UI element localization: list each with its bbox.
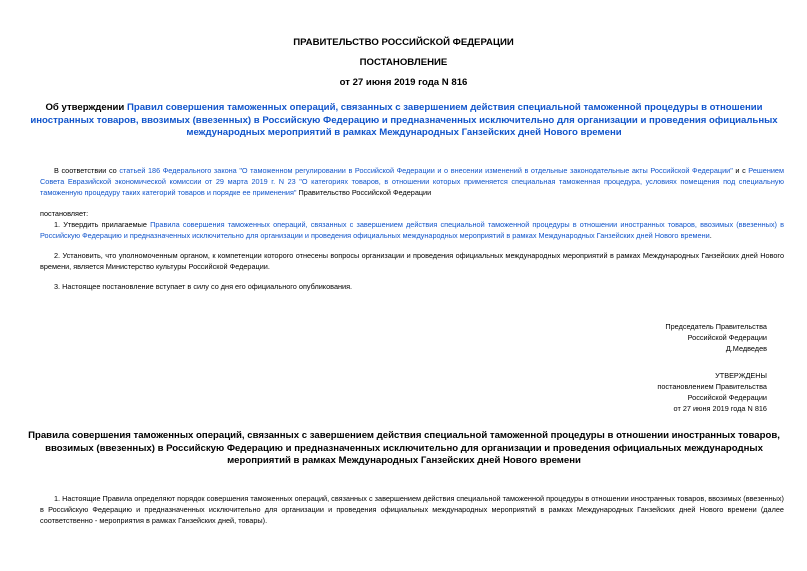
item-1-prefix: 1. Утвердить прилагаемые bbox=[54, 220, 151, 229]
date-number-heading: от 27 июня 2019 года N 816 bbox=[339, 77, 468, 88]
signature-country: Российской Федерации bbox=[687, 332, 767, 342]
approval-label: УТВЕРЖДЕНЫ bbox=[715, 371, 767, 380]
resolves-label: постановляет: bbox=[40, 209, 89, 218]
government-heading: ПРАВИТЕЛЬСТВО РОССИЙСКОЙ ФЕДЕРАЦИИ bbox=[293, 37, 514, 48]
item-1-suffix: . bbox=[709, 231, 712, 241]
preamble-text-1: В соответствии со bbox=[54, 166, 120, 175]
item-3-paragraph: 3. Настоящее постановление вступает в силу со дня его официального опубликования. bbox=[54, 282, 353, 291]
rules-title: Правила совершения таможенных операций, связанных с завершением действия специальной таможенной процедуры в отношении иностранных товаров, ввозимых (ввезенных) в Российскую Федерацию и предназначенных исключительно для организации и проведения официальных международных мероприятий в рамках Международных Ганзейских дней Нового времени bbox=[28, 430, 780, 466]
item-1-paragraph bbox=[40, 219, 784, 241]
item-1-rules-link[interactable]: Правила совершения таможенных операций, связанных с завершением действия специальной таможенной процедуры в отношении иностранных товаров, ввозимых (ввезенных) в Российскую Федерацию и предназначенных исключительно для организации и проведения официальных международных мероприятий в рамках Международных Ганзейских дней Нового времени bbox=[40, 220, 784, 241]
approval-date: от 27 июня 2019 года N 816 bbox=[673, 403, 767, 413]
signature-position: Председатель Правительства bbox=[665, 322, 767, 331]
signature-block bbox=[547, 322, 767, 355]
preamble-decision-link[interactable]: Решением Совета Евразийской экономической комиссии от 29 марта 2019 г. N 23 "О категориях товаров, в отношении которых применяется специальная таможенная процедура, условиях помещения под специальную таможенную процедуру таких категорий товаров и порядке ее применения" bbox=[40, 166, 784, 198]
doc-type-heading: ПОСТАНОВЛЕНИЕ bbox=[359, 57, 448, 68]
preamble-text-2: и с bbox=[732, 166, 749, 175]
title-rules-link[interactable]: Правил совершения таможенных операций, связанных с завершением действия специальной таможенной процедуры в отношении иностранных товаров, ввозимых (ввезенных) в Российскую Федерацию и предназначенных исключительно для организации и проведения официальных международных мероприятий в рамках Международных Ганзейских дней Нового времени bbox=[30, 102, 778, 138]
preamble-paragraph bbox=[40, 165, 784, 199]
preamble-law-link[interactable]: статьей 186 Федерального закона "О таможенном регулировании в Российской Федерации и о внесении изменений в отдельные законодательные акты Российской Федерации" bbox=[119, 166, 733, 175]
document-title bbox=[28, 102, 780, 140]
approval-country: Российской Федерации bbox=[687, 392, 767, 402]
approval-block bbox=[547, 371, 767, 415]
preamble-text-3: Правительство Российской Федерации bbox=[296, 188, 432, 198]
rules-item-1-paragraph: 1. Настоящие Правила определяют порядок совершения таможенных операций, связанных с завершением действия специальной таможенной процедуры в отношении иностранных товаров, ввозимых (ввезенных) в Российскую Федерацию и предназначенных исключительно для организации и проведения официальных международных мероприятий в рамках Международных Ганзейских дней Нового времени (далее соответственно - мероприятия в рамках Ганзейских дней, товары). bbox=[40, 494, 784, 526]
item-2-paragraph: 2. Установить, что уполномоченным органом, к компетенции которого отнесены вопросы организации и проведения официальных международных мероприятий в рамках Международных Ганзейских дней Нового времени, является Министерство культуры Российской Федерации. bbox=[40, 251, 784, 272]
title-prefix: Об утверждении bbox=[45, 102, 127, 113]
signature-name: Д.Медведев bbox=[725, 343, 767, 353]
approval-by: постановлением Правительства bbox=[657, 381, 767, 391]
